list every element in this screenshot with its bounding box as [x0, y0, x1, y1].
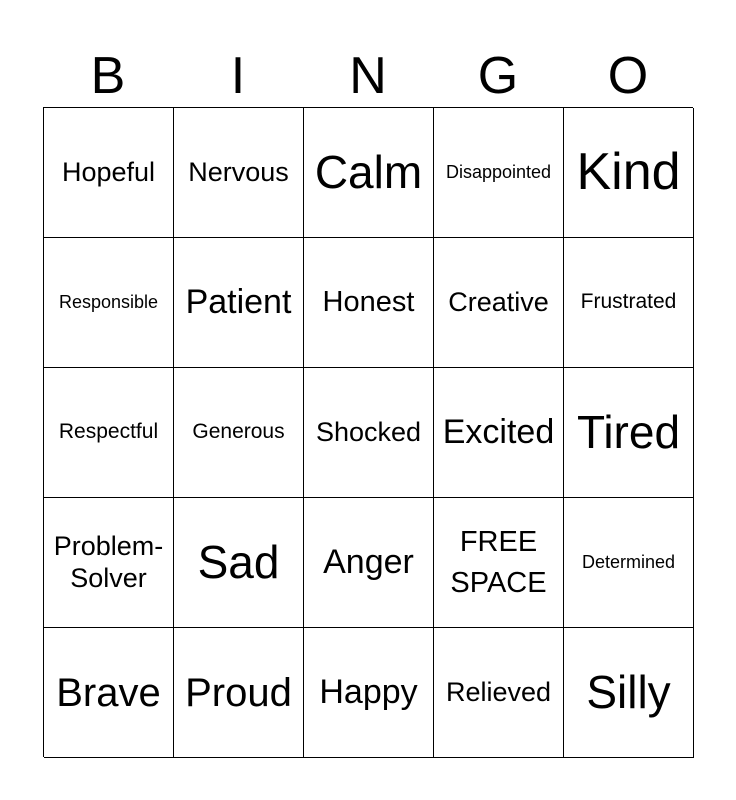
bingo-cell[interactable]: Calm [304, 108, 434, 238]
bingo-cell[interactable]: Anger [304, 498, 434, 628]
bingo-cell[interactable]: Patient [174, 238, 304, 368]
bingo-cell[interactable]: Determined [564, 498, 694, 628]
bingo-cell[interactable]: Silly [564, 628, 694, 758]
bingo-cell[interactable]: Happy [304, 628, 434, 758]
bingo-cell[interactable]: Sad [174, 498, 304, 628]
free-space-cell[interactable]: FREE SPACE [434, 498, 564, 628]
bingo-cell[interactable]: Proud [174, 628, 304, 758]
bingo-cell[interactable]: Brave [44, 628, 174, 758]
bingo-cell[interactable]: Creative [434, 238, 564, 368]
bingo-cell[interactable]: Relieved [434, 628, 564, 758]
bingo-cell[interactable]: Hopeful [44, 108, 174, 238]
header-letter-g: G [477, 47, 519, 105]
header-letter-n: N [349, 47, 387, 105]
bingo-grid [43, 107, 693, 757]
header-letter-b: B [90, 47, 126, 105]
bingo-cell[interactable]: Tired [564, 368, 694, 498]
bingo-cell[interactable]: Excited [434, 368, 564, 498]
bingo-cell[interactable]: Generous [174, 368, 304, 498]
bingo-cell[interactable]: Frustrated [564, 238, 694, 368]
bingo-cell[interactable]: Shocked [304, 368, 434, 498]
bingo-cell[interactable]: Respectful [44, 368, 174, 498]
bingo-cell[interactable]: Responsible [44, 238, 174, 368]
header-letter-o: O [607, 47, 649, 105]
bingo-cell[interactable]: Kind [564, 108, 694, 238]
bingo-cell[interactable]: Honest [304, 238, 434, 368]
bingo-header [43, 44, 693, 108]
bingo-cell[interactable]: Nervous [174, 108, 304, 238]
bingo-cell[interactable]: Disappointed [434, 108, 564, 238]
header-letter-i: I [230, 47, 246, 105]
bingo-cell[interactable]: Problem- Solver [44, 498, 174, 628]
